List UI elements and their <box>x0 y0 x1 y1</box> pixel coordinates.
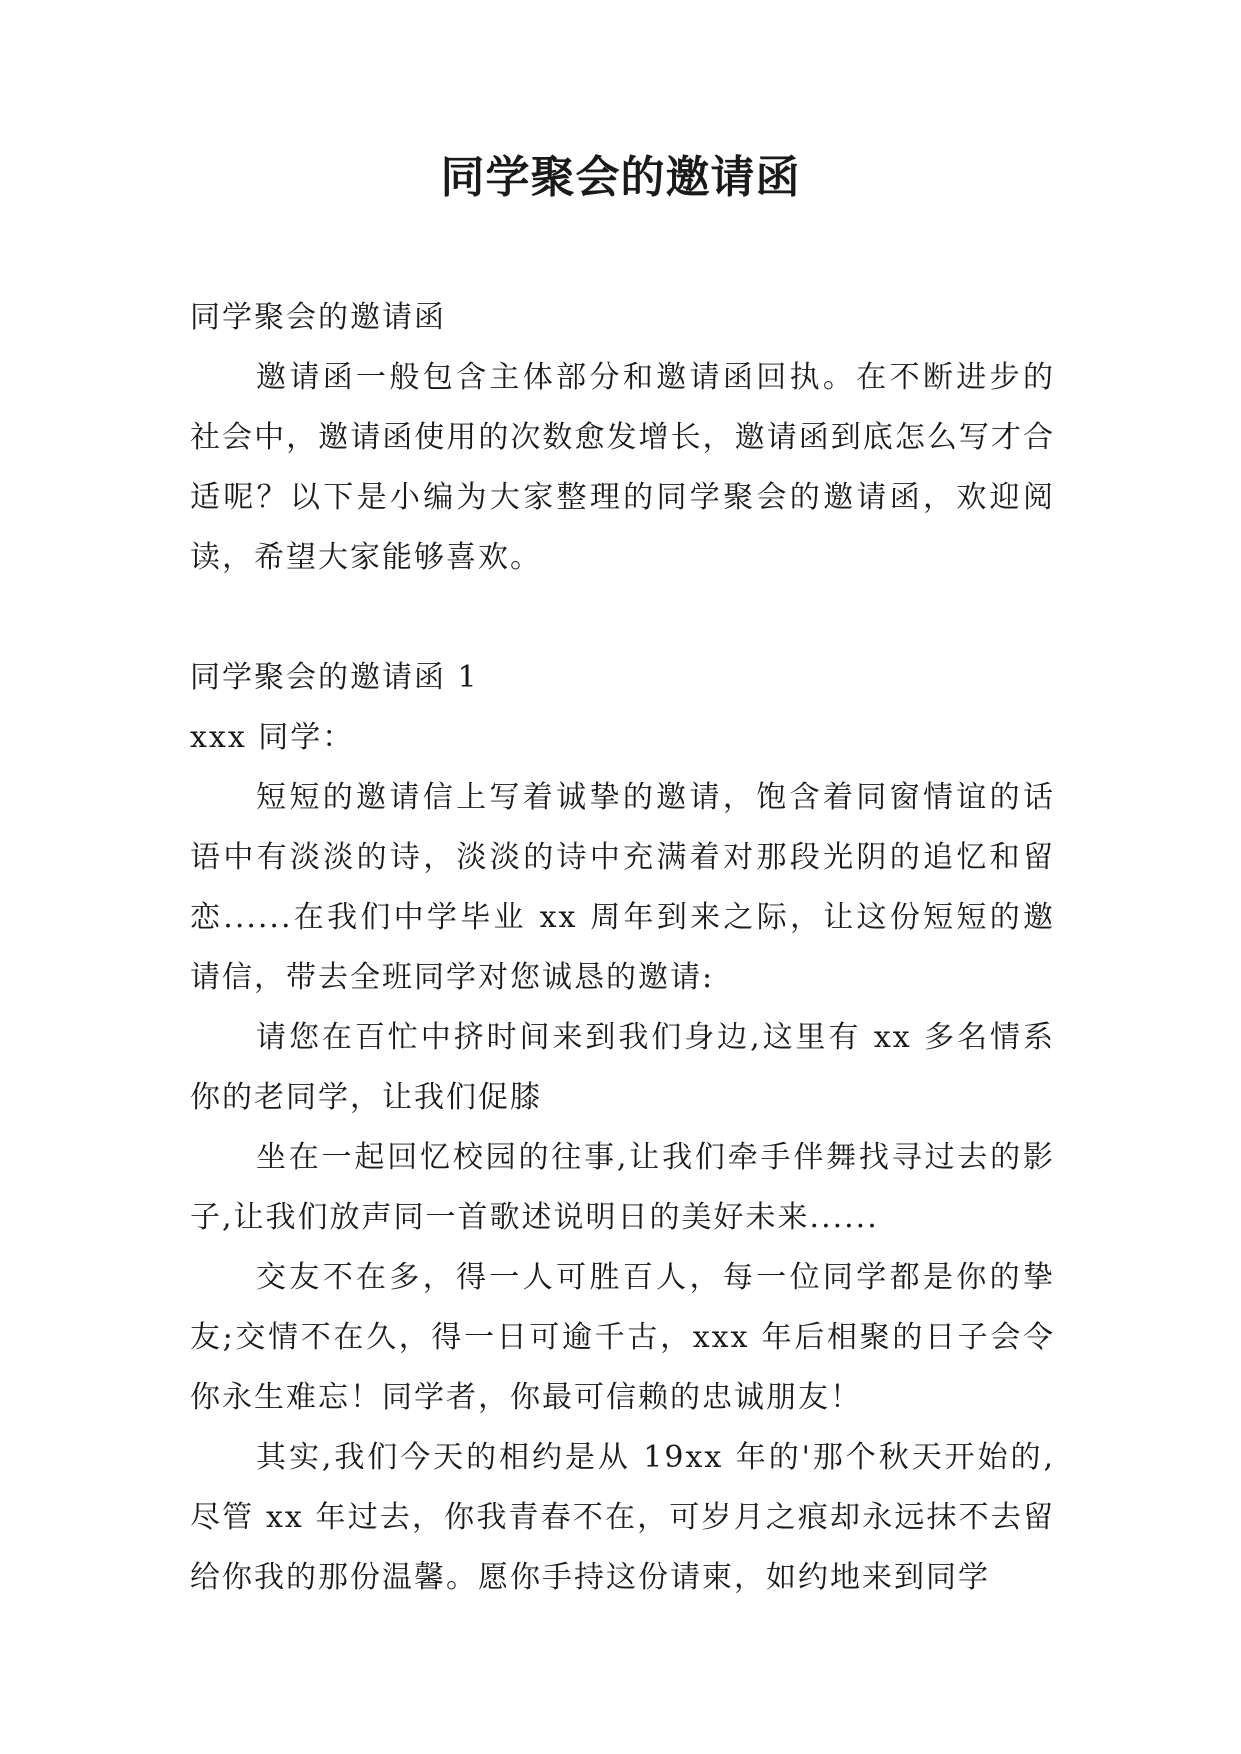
paragraph-4: 交友不在多，得一人可胜百人，每一位同学都是你的挚友;交情不在久，得一日可逾千古，xxx 年后相聚的日子会令你永生难忘！同学者，你最可信赖的忠诚朋友！ <box>190 1260 1055 1415</box>
salutation: xxx 同学： <box>190 720 355 755</box>
paragraph-3: 坐在一起回忆校园的往事,让我们牵手伴舞找寻过去的影子,让我们放声同一首歌述说明日的美好未来...... <box>190 1140 1055 1235</box>
document-title: 同学聚会的邀请函 <box>440 152 801 203</box>
section-heading: 同学聚会的邀请函 1 <box>190 660 479 695</box>
document-body <box>190 288 1055 1608</box>
paragraph-2: 请您在百忙中挤时间来到我们身边,这里有 xx 多名情系你的老同学，让我们促膝 <box>190 1020 1055 1115</box>
document-subtitle: 同学聚会的邀请函 <box>190 300 446 335</box>
paragraph-5: 其实,我们今天的相约是从 19xx 年的'那个秋天开始的,尽管 xx 年过去，你我青春不在，可岁月之痕却永远抹不去留给你我的那份温馨。愿你手持这份请柬，如约地来到同学 <box>190 1440 1055 1595</box>
intro-paragraph: 邀请函一般包含主体部分和邀请函回执。在不断进步的社会中，邀请函使用的次数愈发增长，邀请函到底怎么写才合适呢？以下是小编为大家整理的同学聚会的邀请函，欢迎阅读，希望大家能够喜欢。 <box>190 360 1055 575</box>
paragraph-1: 短短的邀请信上写着诚挚的邀请，饱含着同窗情谊的话语中有淡淡的诗，淡淡的诗中充满着对那段光阴的追忆和留恋......在我们中学毕业 xx 周年到来之际，让这份短短的邀请信，带去全班同学对您诚恳的邀请: <box>190 780 1055 995</box>
section-spacer <box>190 588 1055 648</box>
